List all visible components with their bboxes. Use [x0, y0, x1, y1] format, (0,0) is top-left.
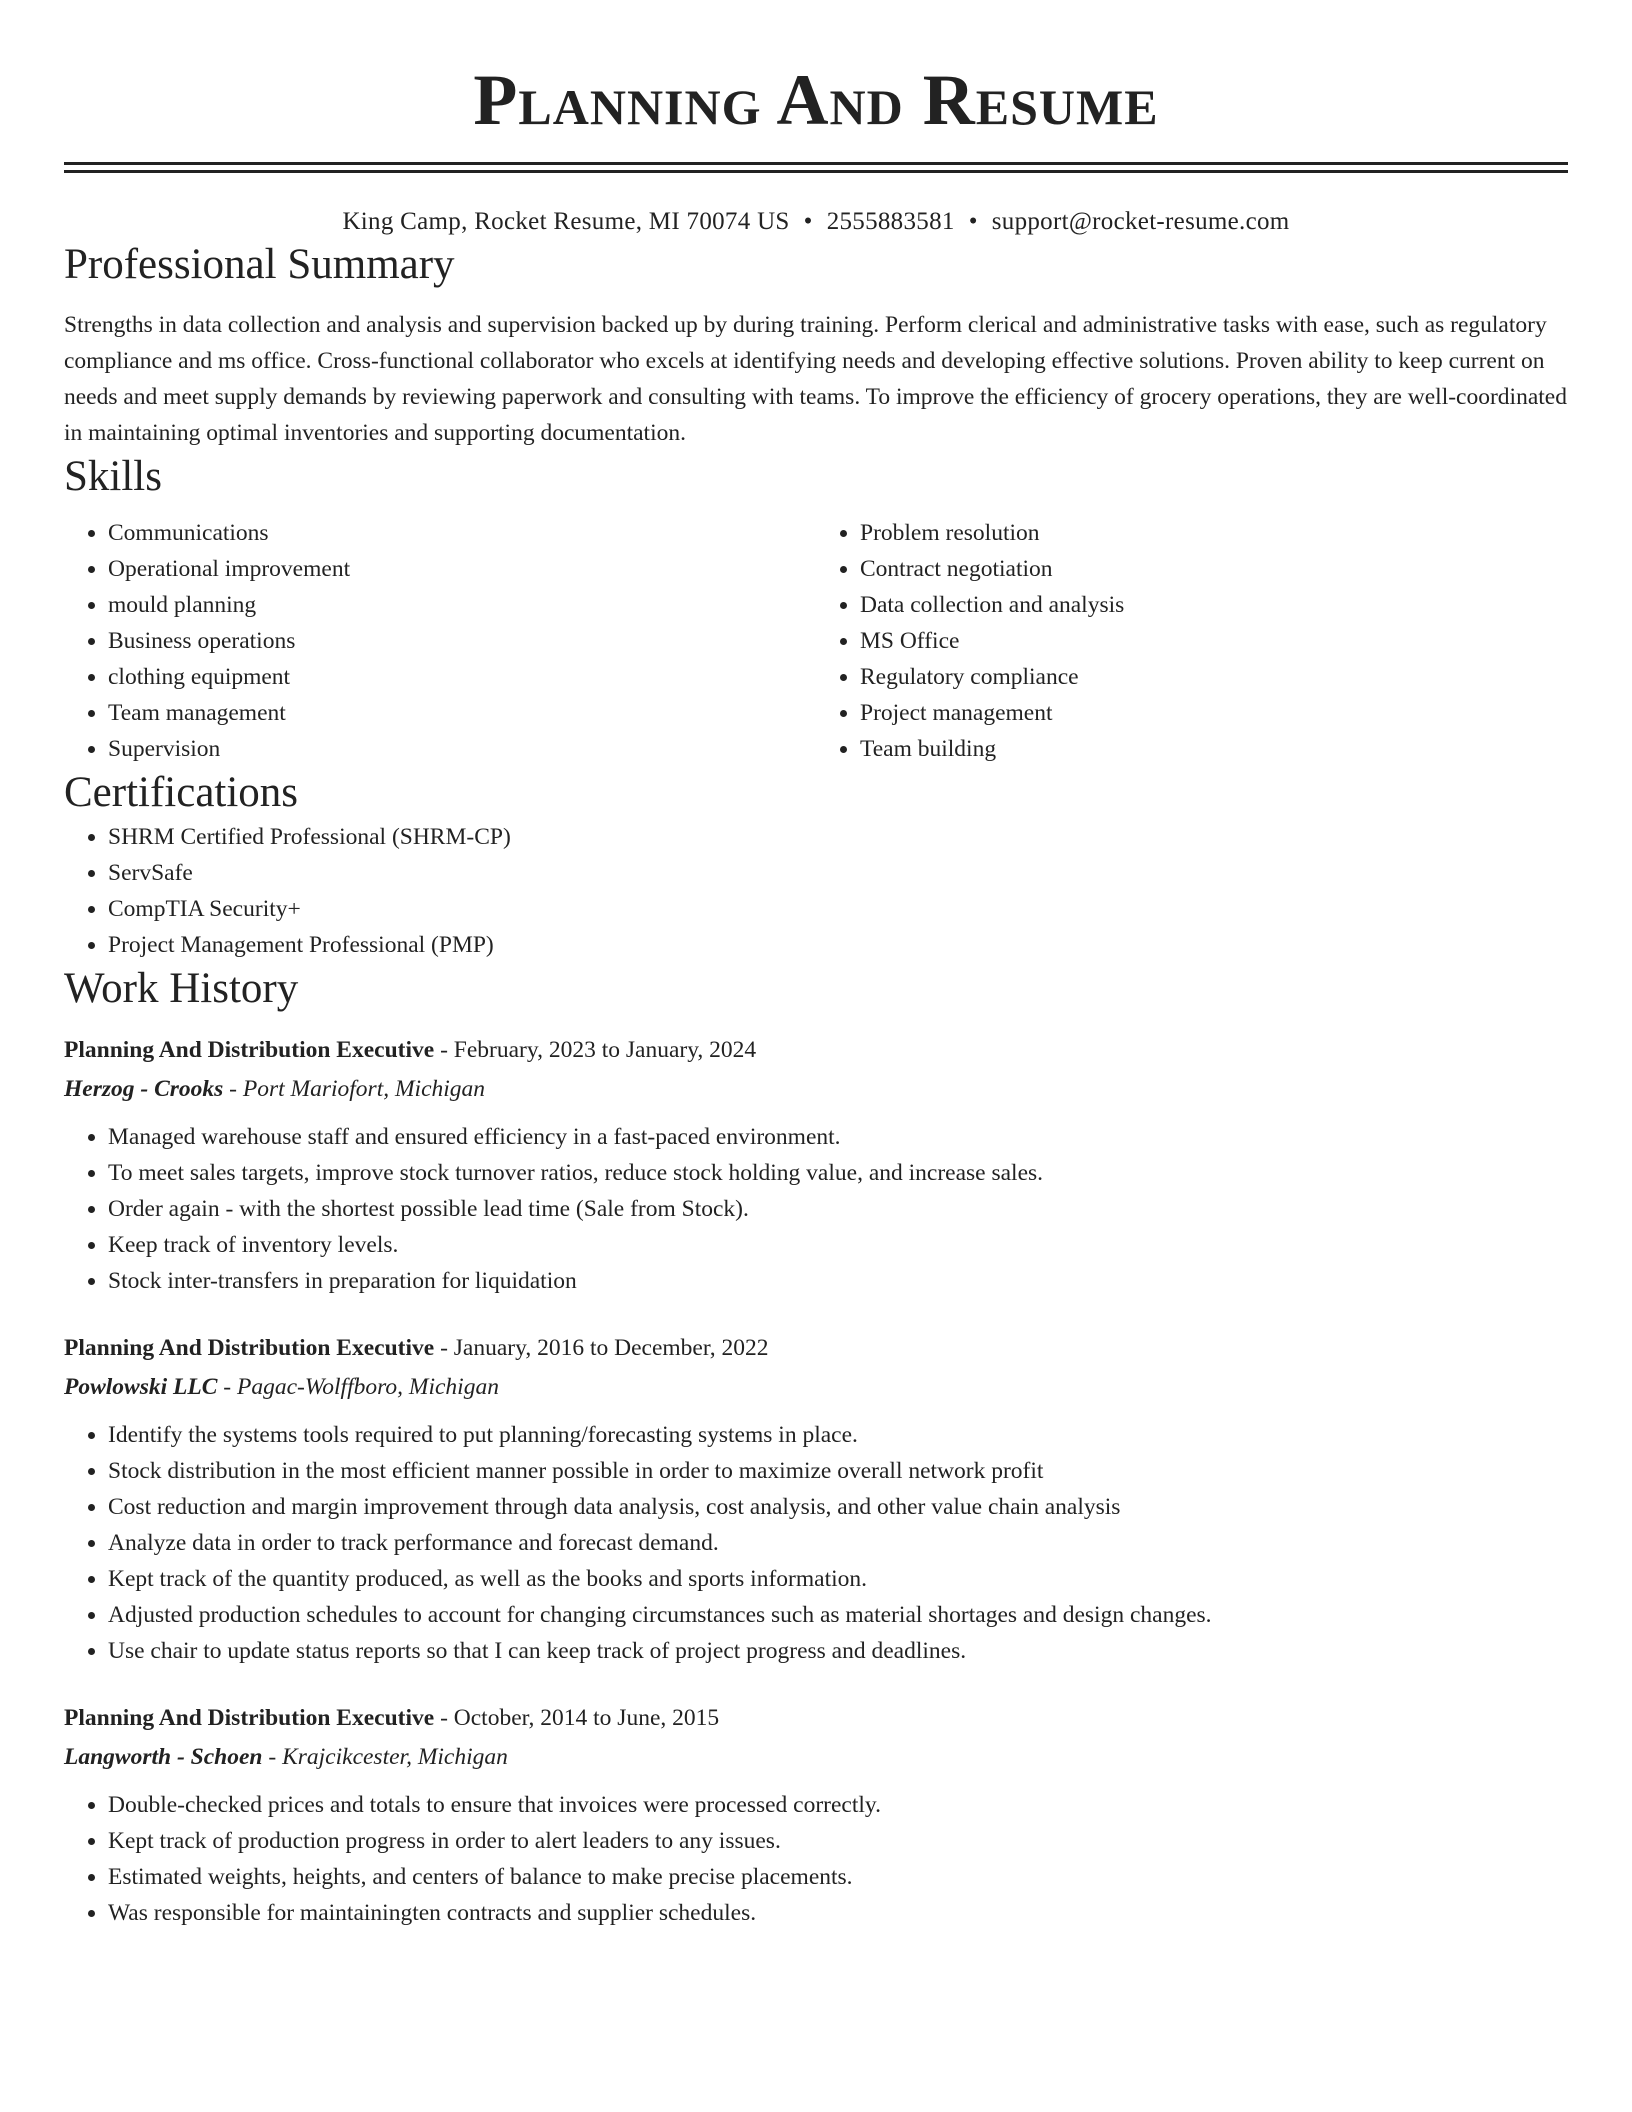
section-heading-certifications: Certifications: [64, 769, 299, 816]
section-heading-summary: Professional Summary: [64, 241, 455, 288]
skill-item: • clothing equipment: [108, 659, 816, 695]
skill-item: • MS Office: [860, 623, 1568, 659]
job-location: - Pagac-Wolffboro, Michigan: [217, 1374, 499, 1400]
job-title: Planning And Distribution Executive: [64, 1705, 435, 1731]
job-dates: - October, 2014 to June, 2015: [434, 1705, 720, 1731]
skills-list-right: [816, 515, 1568, 767]
skill-item: • Team building: [860, 731, 1568, 767]
job-title: Planning And Distribution Executive: [64, 1037, 435, 1063]
section-heading-work-history: Work History: [64, 965, 299, 1012]
skill-item: • Operational improvement: [108, 551, 816, 587]
skill-item: • Supervision: [108, 731, 816, 767]
job-title-line: [64, 1699, 1568, 1737]
job-company-line: [64, 1069, 1568, 1109]
resume-name: Planning And Resume: [473, 60, 1159, 140]
contact-phone: 2555883581: [826, 208, 955, 235]
job-bullet: • Stock inter-transfers in preparation for liquidation: [108, 1263, 1568, 1299]
job-bullet: • Cost reduction and margin improvement through data analysis, cost analysis, and other value chain analysis: [108, 1489, 1568, 1525]
job-entry: [64, 1699, 1568, 1931]
job-bullet: • Identify the systems tools required to put planning/forecasting systems in place.: [108, 1417, 1568, 1453]
certifications-list: [64, 819, 1568, 963]
certification-item: • Project Management Professional (PMP): [108, 927, 1568, 963]
skill-item: • Contract negotiation: [860, 551, 1568, 587]
job-dates: - January, 2016 to December, 2022: [434, 1335, 769, 1361]
skill-item: • Communications: [108, 515, 816, 551]
job-bullet: • Kept track of production progress in order to alert leaders to any issues.: [108, 1823, 1568, 1859]
job-bullet: • Analyze data in order to track performance and forecast demand.: [108, 1525, 1568, 1561]
job-bullets: [64, 1119, 1568, 1299]
job-title-line: [64, 1031, 1568, 1069]
job-bullets: [64, 1417, 1568, 1669]
job-company-line: [64, 1367, 1568, 1407]
skill-item: • Project management: [860, 695, 1568, 731]
job-title-line: [64, 1329, 1568, 1367]
job-bullet: • Double-checked prices and totals to ensure that invoices were processed correctly.: [108, 1787, 1568, 1823]
header-divider: [64, 162, 1568, 173]
contact-address: King Camp, Rocket Resume, MI 70074 US: [342, 208, 790, 235]
job-bullets: [64, 1787, 1568, 1931]
job-bullet: • Estimated weights, heights, and centers of balance to make precise placements.: [108, 1859, 1568, 1895]
skills-columns: [64, 515, 1568, 767]
job-bullet: • Stock distribution in the most efficient manner possible in order to maximize overall network profit: [108, 1453, 1568, 1489]
job-bullet: • Keep track of inventory levels.: [108, 1227, 1568, 1263]
skill-item: • Team management: [108, 695, 816, 731]
skill-item: • Problem resolution: [860, 515, 1568, 551]
job-title: Planning And Distribution Executive: [64, 1335, 435, 1361]
section-heading-skills: Skills: [64, 453, 162, 500]
summary-text: Strengths in data collection and analysis and supervision backed up by during training. Perform clerical and administrative tasks with ease, such as regulatory compliance and ms office. Cross-functional collaborator who excels at identifying needs and developing effective solutions. Proven ability to keep current on needs and meet supply demands by reviewing paperwork and consulting with teams. To improve the efficiency of grocery operations, they are well-coordinated in maintaining optimal inventories and supporting documentation.: [64, 312, 1567, 446]
certification-item: • CompTIA Security+: [108, 891, 1568, 927]
job-bullet: • Managed warehouse staff and ensured efficiency in a fast-paced environment.: [108, 1119, 1568, 1155]
job-company: Powlowski LLC: [64, 1374, 218, 1400]
contact-email: support@rocket-resume.com: [991, 208, 1290, 235]
job-bullet: • Kept track of the quantity produced, as well as the books and sports information.: [108, 1561, 1568, 1597]
job-bullet: • Order again - with the shortest possible lead time (Sale from Stock).: [108, 1191, 1568, 1227]
job-bullet: • Adjusted production schedules to account for changing circumstances such as material shortages and design changes.: [108, 1597, 1568, 1633]
job-entry: [64, 1031, 1568, 1299]
job-location: - Port Mariofort, Michigan: [223, 1076, 486, 1102]
job-dates: - February, 2023 to January, 2024: [434, 1037, 757, 1063]
job-company-line: [64, 1737, 1568, 1777]
skills-list-left: [64, 515, 816, 767]
job-bullet: • Use chair to update status reports so that I can keep track of project progress and deadlines.: [108, 1633, 1568, 1669]
job-company: Herzog - Crooks: [64, 1076, 224, 1102]
certification-item: • SHRM Certified Professional (SHRM-CP): [108, 819, 1568, 855]
contact-separator: •: [968, 208, 978, 235]
skill-item: • Data collection and analysis: [860, 587, 1568, 623]
job-company: Langworth - Schoen: [64, 1744, 263, 1770]
job-bullet: • Was responsible for maintainingten contracts and supplier schedules.: [108, 1895, 1568, 1931]
job-location: - Krajcikcester, Michigan: [262, 1744, 508, 1770]
skill-item: • mould planning: [108, 587, 816, 623]
skill-item: • Regulatory compliance: [860, 659, 1568, 695]
certification-item: • ServSafe: [108, 855, 1568, 891]
skill-item: • Business operations: [108, 623, 816, 659]
job-entry: [64, 1329, 1568, 1669]
contact-separator: •: [803, 208, 813, 235]
contact-line: [64, 205, 1568, 239]
job-bullet: • To meet sales targets, improve stock turnover ratios, reduce stock holding value, and increase sales.: [108, 1155, 1568, 1191]
